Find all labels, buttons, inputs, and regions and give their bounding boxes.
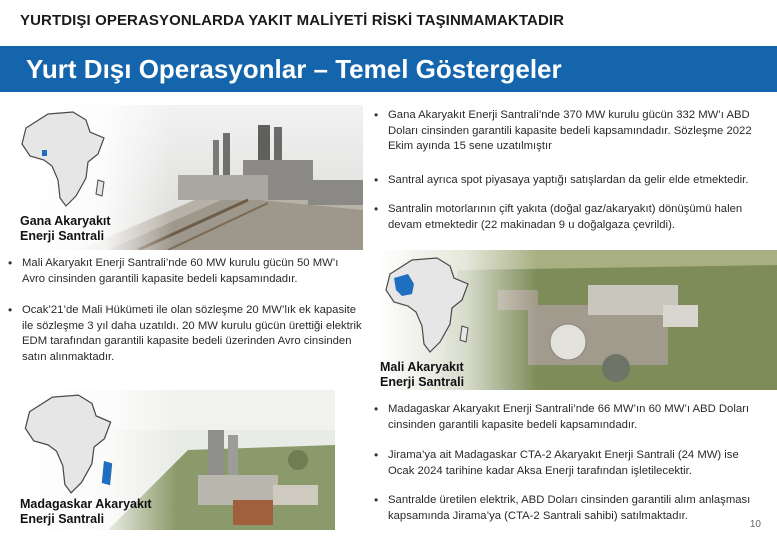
ghana-bullet-3: • Santralin motorlarının çift yakıta (doğal gaz/akaryakıt) dönüşümü halen devam etmektedir (22 makinadan 9 u doğalgaza çevrildi). xyxy=(372,202,762,233)
mali-bullet-1: • Mali Akaryakıt Enerji Santrali’nde 60 MW kurulu gücün 50 MW’ı Avro cinsinden garantili kapasite bedeli kapsamındadır. xyxy=(6,256,362,287)
ghana-africa-map-icon xyxy=(18,110,108,210)
ghana-bullet-2: • Santral ayrıca spot piyasaya yaptığı satışlardan da gelir elde etmektedir. xyxy=(372,173,762,189)
ghana-bullet-list xyxy=(372,108,762,233)
mali-africa-map-icon xyxy=(382,254,472,358)
madagascar-bullet-3: • Santralde üretilen elektrik, ABD Doları cinsinden garantili alım anlaşması kapsamında Jirama’ya (CTA-2 Santrali sahibi) satılmaktadır. xyxy=(372,493,762,524)
page-number: 10 xyxy=(749,519,761,530)
madagascar-africa-map-icon xyxy=(20,393,116,497)
mali-bullet-2: • Ocak’21’de Mali Hükümeti ile olan sözleşme 20 MW’lık ek kapasite ile sözleşme 3 yıl daha uzatıldı. 20 MW kurulu gücün ürettiği elektrik EDM tarafından garantili kapasite bedeli üzerinden Avro cinsinden satın alınmaktadır. xyxy=(6,303,362,365)
page-header-title: YURTDIŞI OPERASYONLARDA YAKIT MALİYETİ RİSKİ TAŞINMAMAKTADIR xyxy=(20,12,565,29)
banner-title: Yurt Dışı Operasyonlar – Temel Göstergeler xyxy=(26,54,562,84)
ghana-bullet-1: • Gana Akaryakıt Enerji Santrali’nde 370 MW kurulu gücün 332 MW’ı ABD Doları cinsinden garantili kapasite bedeli kapsamındadır. Sözleşme 2022 Ekim ayında 15 sene uzatılmıştır xyxy=(372,108,762,155)
mali-caption: Mali Akaryakıt Enerji Santrali xyxy=(380,360,465,389)
madagascar-caption: Madagaskar Akaryakıt Enerji Santrali xyxy=(20,497,152,526)
ghana-caption: Gana Akaryakıt Enerji Santrali xyxy=(20,214,111,243)
madagascar-bullet-list xyxy=(372,402,762,524)
madagascar-bullet-2: • Jirama’ya ait Madagaskar CTA-2 Akaryakıt Enerji Santrali (24 MW) ise Ocak 2024 tarihine kadar Aksa Enerji tarafından işletilecektir. xyxy=(372,448,762,479)
mali-bullet-list xyxy=(6,256,362,365)
madagascar-bullet-1: • Madagaskar Akaryakıt Enerji Santrali’nde 66 MW’ın 60 MW’ı ABD Doları cinsinden garantili kapasite bedeli kapsamındadır. xyxy=(372,402,762,433)
title-banner xyxy=(0,46,777,92)
